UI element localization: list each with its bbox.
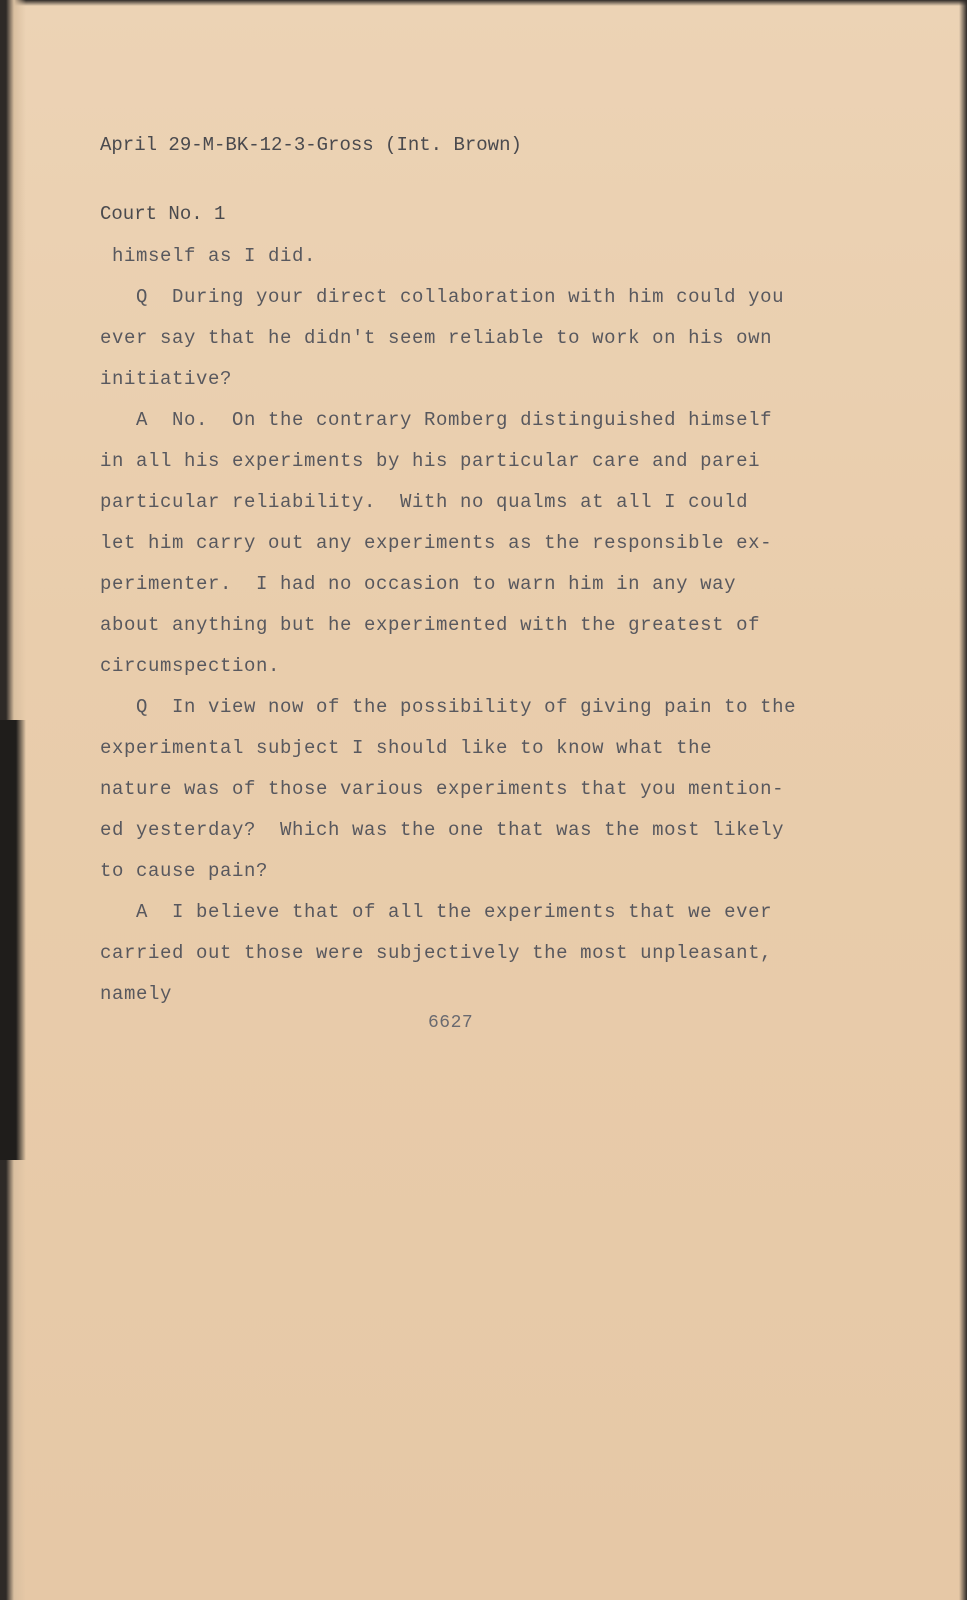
page-number: 6627	[428, 1013, 474, 1033]
transcript-line: circumspection.	[100, 655, 281, 677]
transcript-line: ever say that he didn't seem reliable to work on his own	[100, 327, 773, 349]
page-edge-right	[959, 0, 967, 1600]
transcript-line: A I believe that of all the experiments that we ever	[100, 901, 773, 923]
transcript-line: himself as I did.	[100, 245, 317, 267]
transcript-line: A No. On the contrary Romberg distinguished himself	[100, 409, 773, 431]
page-edge-top	[0, 0, 967, 6]
transcript-line: carried out those were subjectively the most unpleasant,	[100, 942, 773, 964]
transcript-line: Q During your direct collaboration with him could you	[100, 286, 785, 308]
transcript-line: nature was of those various experiments that you mention-	[100, 778, 785, 800]
transcript-line: let him carry out any experiments as the responsible ex-	[100, 532, 773, 554]
transcript-line: particular reliability. With no qualms at all I could	[100, 491, 749, 513]
header-line-date-case: April 29-M-BK-12-3-Gross (Int. Brown)	[100, 134, 522, 156]
header-line-court: Court No. 1	[100, 203, 226, 225]
transcript-line: perimenter. I had no occasion to warn him in any way	[100, 573, 737, 595]
transcript-line: namely	[100, 983, 173, 1005]
torn-edge	[0, 720, 26, 1160]
transcript-line: initiative?	[100, 368, 233, 390]
transcript-line: Q In view now of the possibility of giving pain to the	[100, 696, 797, 718]
transcript-line: in all his experiments by his particular care and parei	[100, 450, 761, 472]
transcript-line: experimental subject I should like to know what the	[100, 737, 713, 759]
transcript-line: to cause pain?	[100, 860, 269, 882]
transcript-line: about anything but he experimented with the greatest of	[100, 614, 761, 636]
transcript-line: ed yesterday? Which was the one that was the most likely	[100, 819, 785, 841]
transcript-body	[100, 236, 820, 1015]
